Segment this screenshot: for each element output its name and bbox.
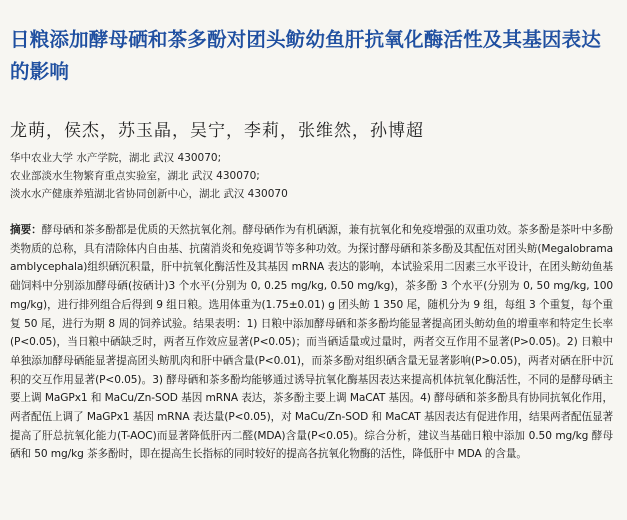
abstract-label: 摘要： xyxy=(10,224,42,236)
affiliation-1: 华中农业大学 水产学院，湖北 武汉 430070; xyxy=(10,152,222,164)
abstract-text: 酵母硒和茶多酚都是优质的天然抗氧化剂。酵母硒作为有机硒源，兼有抗氧化和免疫增强的双重功效。茶多酚是茶叶中多酚类物质的总称，具有清除体内自由基、抗菌消炎和免疫调节等多种功效。为探讨酵母硒和茶多酚及其配伍对团头鲂(Megalobrama amblycephala)组织硒沉积量，肝中抗氧化酶活性及其基因 mRNA 表达的影响，本试验采用二因素三水平设计，在团头鲂幼鱼基础饲料中分别添加酵母硒(按硒计)3 个水平(分别为 0, 0.25 mg/kg, 0.50 mg/kg)，茶多酚 3 个水平(分别为 0, 50 mg/kg, 100 mg/kg)，进行排列组合后得到 9 组日粮。选用体重为(1.75±0.01) g 团头鲂 1 350 尾，随机分为 9 组，每组 3 个重复，每个重复 50 尾，进行为期 8 周的饲养试验。结果表明：1) 日粮中添加酵母硒和茶多酚均能显著提高团头鲂幼鱼的增重率和特定生长率(P<0.05)，当日粮中硒缺乏时，两者互作效应显著(P<0.05)；而当硒适量或过量时，两者交互作用不显著(P>0.05)。2) 日粮中单独添加酵母硒能显著提高团头鲂肌肉和肝中硒含量(P<0.01)，而茶多酚对组织硒含量无显著影响(P>0.05)，两者对硒在肝中沉积的交互作用显著(P<0.05)。3) 酵母硒和茶多酚均能够通过诱导抗氧化酶基因表达来提高机体抗氧化酶活性，不同的是酵母硒主要上调 MaGPx1 和 MaCu/Zn-SOD 基因 mRNA 表达，茶多酚主要上调 MaCAT 基因。4) 酵母硒和茶多酚具有协同抗氧化作用，两者配伍上调了 MaGPx1 基因 mRNA 表达量(P<0.05)，对 MaCu/Zn-SOD 和 MaCAT 基因表达有促进作用，结果两者配伍显著提高了肝总抗氧化能力(T-AOC)而显著降低肝丙二醛(MDA)含量(P<0.05)。综合分析，建议当基础日粮中添加 0.50 mg/kg 酵母硒和 50 mg/kg 茶多酚时，即在提高生长指标的同时较好的提高各抗氧化物酶的活性，降低肝中 MDA 的含量。 xyxy=(10,224,613,461)
affiliation-3: 淡水水产健康养殖湖北省协同创新中心，湖北 武汉 430070 xyxy=(10,188,288,200)
affiliation-2: 农业部淡水生物繁育重点实验室，湖北 武汉 430070; xyxy=(10,170,260,182)
abstract xyxy=(10,221,613,464)
author-list: 龙萌，侯杰，苏玉晶，吴宁，李莉，张维然，孙博超 xyxy=(10,121,424,141)
paper-title: 日粮添加酵母硒和茶多酚对团头鲂幼鱼肝抗氧化酶活性及其基因表达的影响 xyxy=(10,28,602,83)
